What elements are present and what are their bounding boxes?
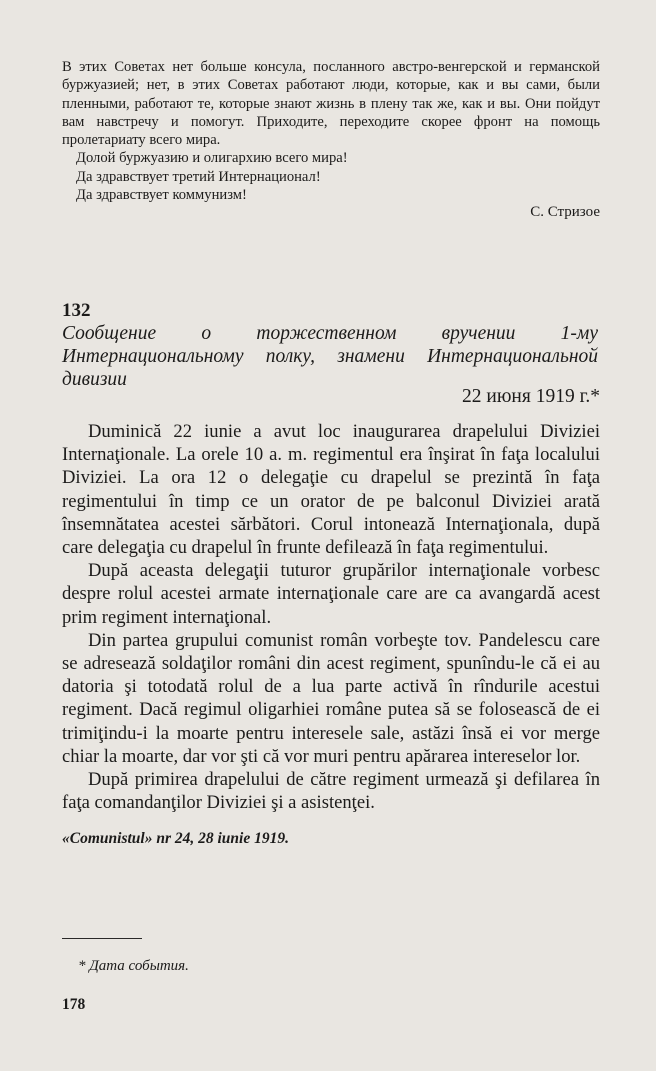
document-body [62,420,600,814]
page-number: 178 [62,996,86,1013]
body-paragraph: Din partea grupului comunist român vorbeşte tov. Pandelescu care se adresează soldaţilor români din acest regiment, spunîndu-le că ei au datoria şi totodată rolul de a lua parte activă în rîndurile acestui regiment. Dacă regimul oligarhiei române putea să se folosească de ei trimiţindu-i la moarte pentru interesele sale, astăzi însă ei vor merge chiar la moarte, dar vor şti că vor muri pentru apărarea intereselor lor. [62,629,600,767]
previous-document-ending [62,58,600,204]
footnote-divider [62,938,142,939]
slogan-line: Да здравствует коммунизм! [76,187,247,204]
body-paragraph: După primirea drapelului de către regiment urmează şi defilarea în faţa comandanţilor Diviziei şi a asistenţei. [62,769,600,814]
document-number: 132 [62,300,91,321]
body-paragraph: Duminică 22 iunie a avut loc inaugurarea drapelului Diviziei Internaţionale. La orele 10 a. m. regimentul era înşirat în faţa localului Diviziei. La ora 12 o delegaţie cu drapelul se prezintă în faţa regimentului în timp ce un orator de pe balconul Diviziei arată însemnătatea acestei sărbători. Corul intonează Internaţionala, după care delegaţia cu drapelul în frunte defilează în faţa regimentului. [62,421,600,559]
source-citation: «Comunistul» nr 24, 28 iunie 1919. [62,830,289,847]
footnote: * Дата события. [78,958,189,974]
slogan-line: Да здравствует третий Интернационал! [76,168,321,185]
document-date: 22 июня 1919 г.* [462,386,600,407]
slogan-line: Долой буржуазию и олигархию всего мира! [76,150,348,167]
document-title: Сообщение о торжественном вручении 1-му Интернациональному полку, знамени Интернациональной дивизии [62,323,598,391]
appeal-paragraph: В этих Советах нет больше консула, посланного австро-венгерской и германской буржуазией; нет, в этих Советах работают люди, которые, как и вы сами, были пленными, работают те, которые знают жизнь в плену так же, как и вы. Они пойдут вам навстречу и помогут. Приходите, переходите скорее фронт на помощь пролетариату всего мира. [62,59,600,149]
body-paragraph: După aceasta delegaţii tuturor grupărilor internaţionale vorbesc despre rolul acestei armate internaţionale care are ca avangardă acest prim regiment internaţional. [62,560,600,628]
signature: С. Стризое [530,204,600,220]
